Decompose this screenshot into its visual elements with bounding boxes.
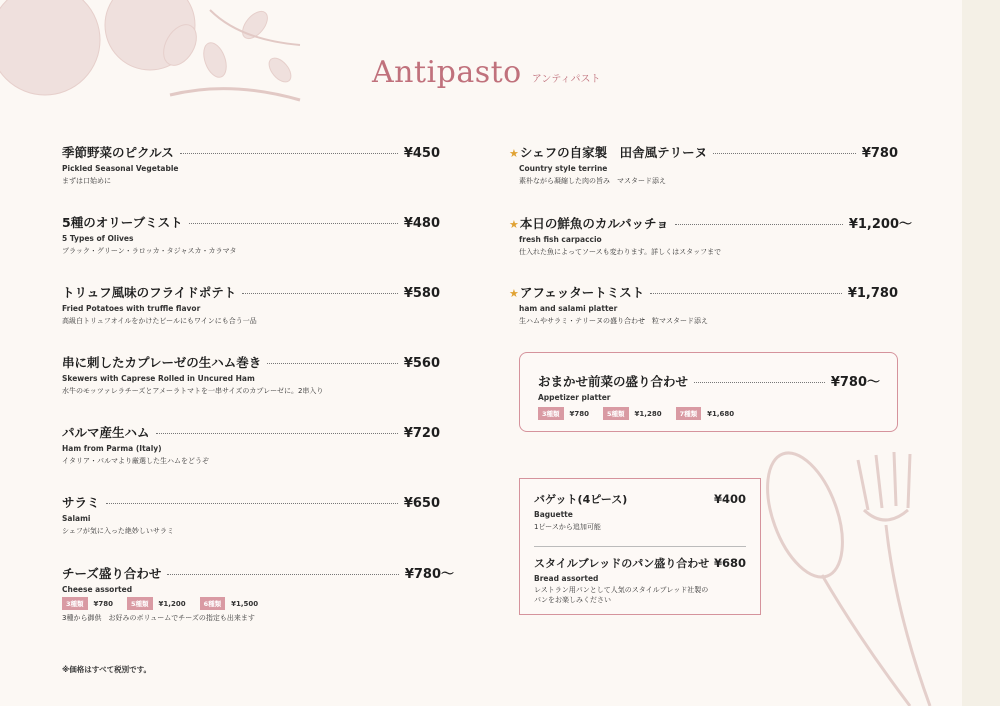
page-title: Antipasto — [372, 55, 522, 90]
page-title-jp: アンティパスト — [531, 74, 601, 85]
item-price: ¥560 — [403, 356, 440, 371]
menu-item — [62, 423, 440, 466]
item-description: 水牛のモッツァレラチーズとアメーラトマトを一串サイズのカプレーゼに。2串入り — [62, 387, 324, 395]
size-badge: 5種類 — [127, 597, 153, 610]
item-english: Salami — [62, 514, 91, 523]
menu-title-block — [372, 55, 601, 90]
size-badge: 6種類 — [200, 597, 226, 610]
menu-item — [62, 143, 440, 186]
item-english: Skewers with Caprese Rolled in Uncured Ham — [62, 374, 255, 383]
divider — [534, 546, 746, 547]
item-name: 本日の鮮魚のカルパッチョ — [519, 216, 669, 231]
item-name: トリュフ風味のフライドポテト — [62, 285, 237, 300]
item-description: ブラック・グリーン・ラロッカ・タジャスカ・カラマタ — [62, 247, 237, 255]
menu-item — [62, 283, 440, 326]
size-price: ¥780 — [569, 409, 590, 418]
item-name: 季節野菜のピクルス — [62, 145, 174, 160]
item-description: 仕入れた魚によってソースも変わります。詳しくはスタッフまで — [519, 248, 722, 256]
item-description: シェフが気に入った絶妙しいサラミ — [62, 527, 174, 535]
menu-item-cheese — [62, 563, 454, 623]
item-description: 1ピースから追加可能 — [534, 523, 601, 531]
item-description: 素朴ながら凝縮した肉の旨み マスタード添え — [519, 177, 666, 185]
size-price: ¥1,200 — [158, 599, 186, 608]
spoon-fork-illustration — [760, 440, 960, 706]
size-price: ¥780 — [93, 599, 114, 608]
item-description: まずは口始めに — [62, 177, 111, 185]
item-english: Fried Potatoes with truffle flavor — [62, 304, 201, 313]
item-description: 生ハムやサラミ・テリーヌの盛り合わせ 粒マスタード添え — [519, 317, 708, 325]
appetizer-platter-box — [519, 352, 898, 432]
item-price: ¥680 — [713, 556, 746, 570]
item-english: Bread assorted — [534, 574, 599, 583]
size-badge: 7種類 — [676, 407, 702, 420]
item-price: ¥450 — [403, 146, 440, 161]
menu-item — [62, 493, 440, 536]
page-margin-strip — [962, 0, 1000, 706]
tomato-olive-illustration — [0, 0, 310, 110]
item-name: おまかせ前菜の盛り合わせ — [538, 374, 689, 389]
item-description: イタリア・パルマより厳選した生ハムをどうぞ — [62, 457, 209, 465]
item-name: バゲット(4ピース) — [534, 493, 628, 506]
size-options — [538, 407, 880, 420]
item-price: ¥1,200〜 — [848, 217, 912, 232]
item-english: Cheese assorted — [62, 585, 133, 594]
item-description: レストラン用パンとして人気のスタイルブレッド社製の パンをお楽しみください — [534, 586, 709, 604]
size-badge: 3種類 — [538, 407, 564, 420]
item-english: Ham from Parma (Italy) — [62, 444, 162, 453]
item-price: ¥400 — [713, 492, 746, 506]
bread-box — [519, 478, 761, 615]
item-price: ¥780 — [861, 146, 898, 161]
item-description: 3種から御供 お好みのボリュームでチーズの指定も出来ます — [62, 614, 255, 622]
item-name: 5種のオリーブミスト — [62, 215, 183, 230]
item-price: ¥780〜 — [404, 567, 454, 582]
menu-item-bread — [534, 555, 746, 606]
item-english: ham and salami platter — [519, 304, 618, 313]
size-price: ¥1,500 — [231, 599, 259, 608]
tax-footnote: ※価格はすべて税別です。 — [62, 665, 152, 674]
menu-item — [509, 143, 898, 186]
menu-item-appetizer — [538, 371, 880, 420]
item-name: スタイルブレッドのパン盛り合わせ — [534, 557, 710, 570]
item-price: ¥480 — [403, 216, 440, 231]
size-badge: 3種類 — [62, 597, 88, 610]
item-price: ¥1,780 — [847, 286, 898, 301]
size-options — [62, 597, 454, 610]
item-price: ¥650 — [403, 496, 440, 511]
item-english: Appetizer platter — [538, 393, 611, 402]
menu-item — [62, 353, 440, 396]
item-name: シェフの自家製 田舎風テリーヌ — [519, 145, 708, 160]
star-icon: ★ — [509, 147, 519, 160]
item-name: 串に刺したカプレーゼの生ハム巻き — [62, 355, 262, 370]
item-name: アフェッタートミスト — [519, 285, 645, 300]
star-icon: ★ — [509, 287, 519, 300]
menu-item — [509, 283, 898, 326]
item-description: 高級白トリュフオイルをかけたビールにもワインにも合う一品 — [62, 317, 257, 325]
item-english: 5 Types of Olives — [62, 234, 134, 243]
star-icon: ★ — [509, 218, 519, 231]
item-english: Country style terrine — [519, 164, 608, 173]
item-price: ¥780〜 — [830, 375, 880, 390]
item-english: Pickled Seasonal Vegetable — [62, 164, 179, 173]
item-name: サラミ — [62, 495, 100, 510]
item-name: チーズ盛り合わせ — [62, 566, 162, 581]
size-badge: 5種類 — [603, 407, 629, 420]
menu-item-bread — [534, 491, 746, 532]
menu-item — [509, 213, 912, 257]
item-english: fresh fish carpaccio — [519, 235, 602, 244]
item-name: パルマ産生ハム — [62, 425, 150, 440]
menu-item — [62, 213, 440, 256]
item-price: ¥720 — [403, 426, 440, 441]
size-price: ¥1,680 — [707, 409, 735, 418]
item-price: ¥580 — [403, 286, 440, 301]
size-price: ¥1,280 — [634, 409, 662, 418]
item-english: Baguette — [534, 510, 573, 519]
